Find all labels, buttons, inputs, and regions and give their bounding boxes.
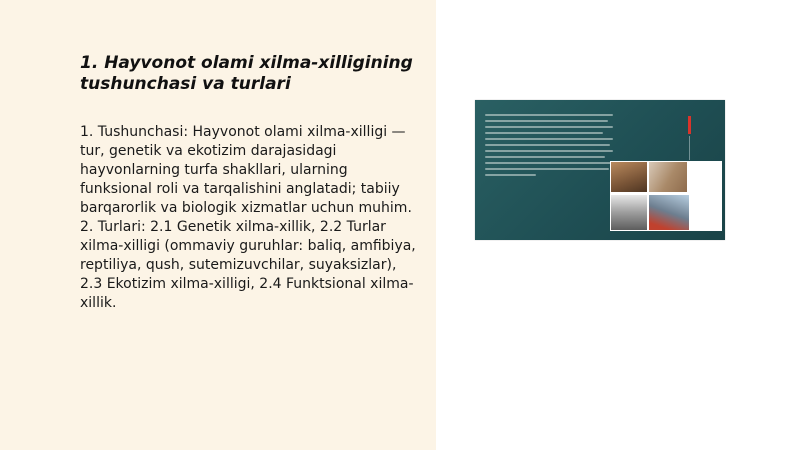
thumbnail-text-line — [485, 144, 610, 146]
animal-photo — [649, 162, 687, 192]
thumbnail-text-line — [485, 132, 603, 134]
animal-photo — [649, 195, 689, 230]
thumbnail-text-line — [485, 162, 613, 164]
thumbnail-text-line — [485, 126, 613, 128]
thumbnail-text-line — [485, 138, 613, 140]
animal-photo — [611, 162, 647, 192]
thumbnail-accent-bar — [688, 116, 691, 134]
thumbnail-text-line — [485, 114, 613, 116]
thumbnail-divider — [689, 136, 690, 160]
slide-thumbnail-image — [475, 100, 725, 240]
thumbnail-photo-collage — [610, 161, 722, 231]
thumbnail-text-line — [485, 120, 608, 122]
thumbnail-text-line — [485, 150, 613, 152]
thumbnail-text-line — [485, 174, 536, 176]
thumbnail-text-lines — [485, 114, 613, 180]
animal-photo — [611, 195, 647, 230]
slide-body-text: 1. Tushunchasi: Hayvonot olami xilma-xilligi — tur, genetik va ekotizim darajasidagi hayvonlarning turfa shakllari, ularning funksional roli va tarqalishini anglatadi; tabiiy barqarorlik va biologik xizmatlar uchun muhim. 2. Turlari: 2.1 Genetik xilma-xillik, 2.2 Turlar xilma-xilligi (ommaviy guruhlar: baliq, amfibiya, reptiliya, qush, sutemizuvchilar, suyaksizlar), 2.3 Ekotizim xilma-xilligi, 2.4 Funktsional xilma-xillik. — [80, 124, 416, 311]
thumbnail-text-line — [485, 168, 609, 170]
slide-title: 1. Hayvonot olami xilma-xilligining tushunchasi va turlari — [80, 53, 413, 94]
thumbnail-text-line — [485, 156, 605, 158]
